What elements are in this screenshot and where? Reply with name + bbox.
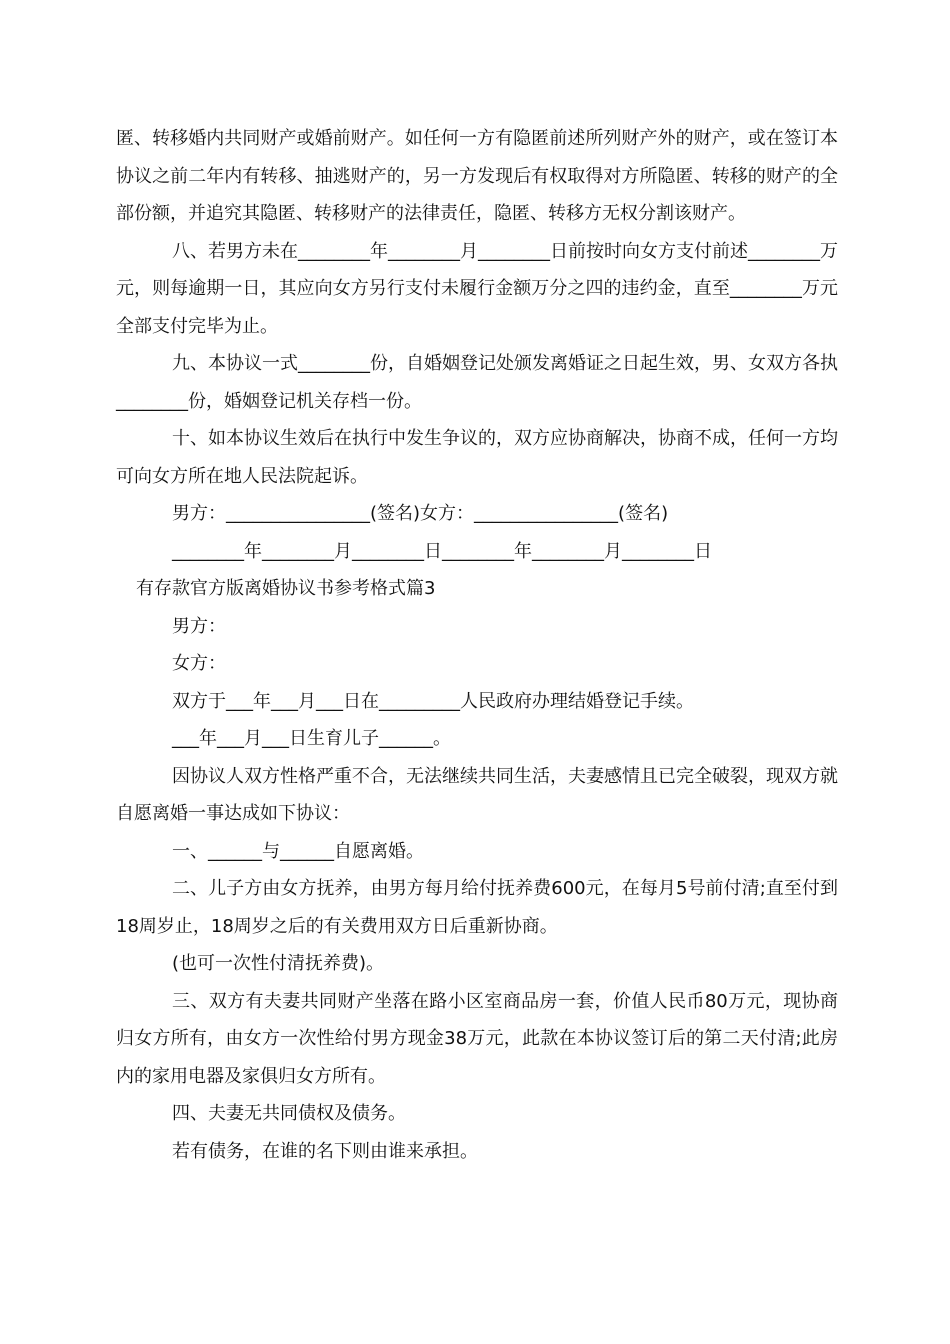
paragraph-preamble: 因协议人双方性格严重不合，无法继续共同生活，夫妻感情且已完全破裂，现双方就自愿离婚一事达成如下协议： xyxy=(116,765,838,824)
party-female: 女方： xyxy=(172,653,226,674)
paragraph-clause-2: 二、儿子方由女方抚养，由男方每月给付抚养费600元，在每月5号前付清;直至付到18周岁止，18周岁之后的有关费用双方日后重新协商。 xyxy=(116,878,838,937)
marriage-registration: 双方于___年___月___日在_________人民政府办理结婚登记手续。 xyxy=(172,690,694,712)
date-line: ________年________月________日________年________月________日 xyxy=(172,540,712,562)
paragraph-clause-1: 一、______与______自愿离婚。 xyxy=(172,840,424,862)
section-heading: 有存款官方版离婚协议书参考格式篇3 xyxy=(136,578,436,599)
paragraph-note: (也可一次性付清抚养费)。 xyxy=(172,953,385,974)
paragraph-clause-9: 九、本协议一式________份，自婚姻登记处颁发离婚证之日起生效，男、女双方各执________份，婚姻登记机关存档一份。 xyxy=(116,353,838,412)
paragraph-debts: 若有债务，在谁的名下则由谁来承担。 xyxy=(172,1140,478,1162)
paragraph-clause-8: 八、若男方未在________年________月________日前按时向女方支付前述________万元，则每逾期一日，其应向女方另行支付未履行金额万分之四的违约金，直至________万元全部支付完毕为止。 xyxy=(116,240,838,337)
paragraph-clause-10: 十、如本协议生效后在执行中发生争议的，双方应协商解决，协商不成，任何一方均可向女方所在地人民法院起诉。 xyxy=(116,428,838,487)
party-male: 男方： xyxy=(172,615,226,637)
document-body xyxy=(116,120,838,1170)
signature-line: 男方：________________(签名)女方：________________(签名) xyxy=(172,503,669,524)
paragraph-clause-4: 四、夫妻无共同债权及债务。 xyxy=(172,1103,406,1124)
paragraph-clause-3: 三、双方有夫妻共同财产坐落在路小区室商品房一套，价值人民币80万元，现协商归女方所有，由女方一次性给付男方现金38万元，此款在本协议签订后的第二天付清;此房内的家用电器及家俱归女方所有。 xyxy=(116,990,838,1087)
child-birth: ___年___月___日生育儿子______。 xyxy=(172,728,451,749)
paragraph-asset-concealment: 匿、转移婚内共同财产或婚前财产。如任何一方有隐匿前述所列财产外的财产，或在签订本协议之前二年内有转移、抽逃财产的，另一方发现后有权取得对方所隐匿、转移的财产的全部份额，并追究其隐匿、转移财产的法律责任，隐匿、转移方无权分割该财产。 xyxy=(116,128,838,224)
